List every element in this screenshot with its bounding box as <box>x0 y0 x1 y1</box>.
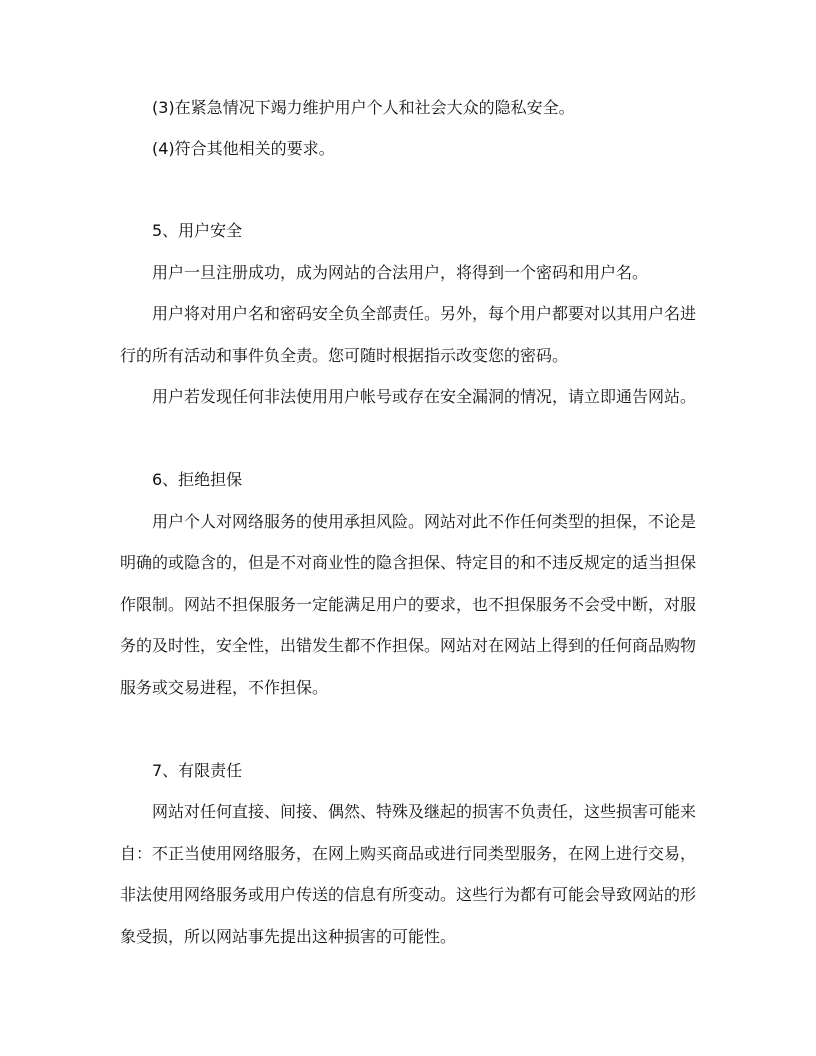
section-heading: 6、拒绝担保 <box>152 470 243 489</box>
paragraph-line: 网站对任何直接、间接、偶然、特殊及继起的损害不负责任，这些损害可能来 <box>152 802 697 821</box>
paragraph-line: 用户将对用户名和密码安全负全部责任。另外，每个用户都要对以其用户名进 <box>152 304 697 323</box>
list-item: (3)在紧急情况下竭力维护用户个人和社会大众的隐私安全。 <box>152 98 575 117</box>
paragraph-line: 明确的或隐含的，但是不对商业性的隐含担保、特定目的和不违反规定的适当担保 <box>120 553 697 572</box>
paragraph-line: 用户个人对网络服务的使用承担风险。网站对此不作任何类型的担保，不论是 <box>152 512 697 531</box>
section-heading: 5、用户安全 <box>152 221 243 240</box>
paragraph-line: 行的所有活动和事件负全责。您可随时根据指示改变您的密码。 <box>120 346 569 365</box>
paragraph-line: 务的及时性，安全性，出错发生都不作担保。网站对在网站上得到的任何商品购物 <box>120 636 697 655</box>
paragraph-line: 服务或交易进程，不作担保。 <box>120 678 329 697</box>
paragraph-line: 自：不正当使用网络服务，在网上购买商品或进行同类型服务，在网上进行交易， <box>120 844 697 863</box>
section-heading: 7、有限责任 <box>152 761 243 780</box>
paragraph-line: 用户若发现任何非法使用用户帐号或存在安全漏洞的情况，请立即通告网站。 <box>152 387 697 406</box>
paragraph-line: 非法使用网络服务或用户传送的信息有所变动。这些行为都有可能会导致网站的形 <box>120 885 697 904</box>
paragraph-line: 象受损，所以网站事先提出这种损害的可能性。 <box>120 927 457 946</box>
list-item: (4)符合其他相关的要求。 <box>152 139 335 158</box>
paragraph-line: 作限制。网站不担保服务一定能满足用户的要求，也不担保服务不会受中断，对服 <box>120 595 697 614</box>
paragraph-line: 用户一旦注册成功，成为网站的合法用户，将得到一个密码和用户名。 <box>152 263 649 282</box>
